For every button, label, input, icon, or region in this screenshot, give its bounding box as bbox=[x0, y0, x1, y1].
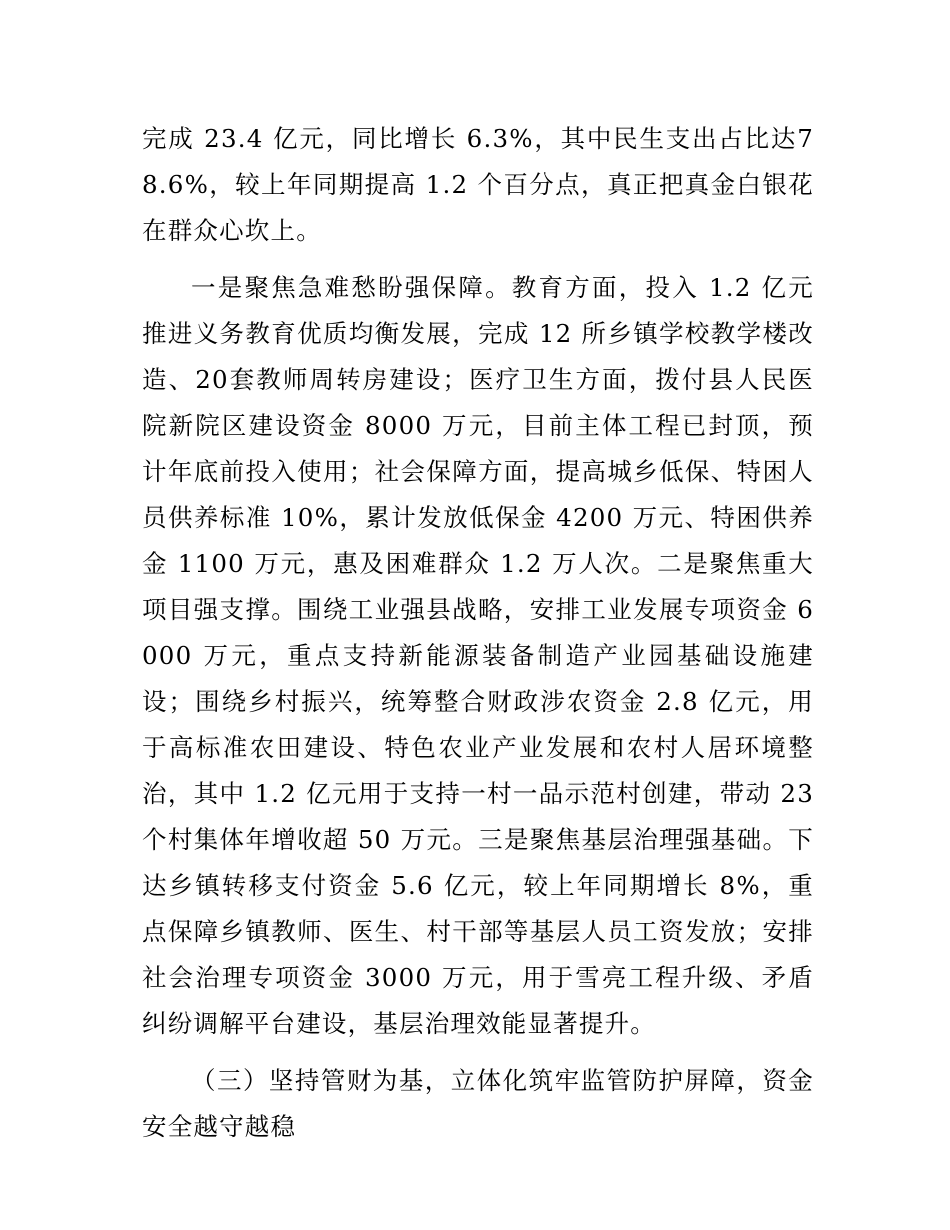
paragraph-key-measures: 一是聚焦急难愁盼强保障。教育方面，投入 1.2 亿元推进义务教育优质均衡发展，完成 12 所乡镇学校教学楼改造、20套教师周转房建设；医疗卫生方面，拨付县人民医院新院区建设资金 8000 万元，目前主体工程已封顶，预计年底前投入使用；社会保障方面，提高城乡低保、特困人员供养标准 10%，累计发放低保金 4200 万元、特困供养金 1100 万元，惠及困难群众 1.2 万人次。二是聚焦重大项目强支撑。围绕工业强县战略，安排工业发展专项资金 6000 万元，重点支持新能源装备制造产业园基础设施建设；围绕乡村振兴，统筹整合财政涉农资金 2.8 亿元，用于高标准农田建设、特色农业产业发展和农村人居环境整治，其中 1.2 亿元用于支持一村一品示范村创建，带动 23 个村集体年增收超 50 万元。三是聚焦基层治理强基础。下达乡镇转移支付资金 5.6 亿元，较上年同期增长 8%，重点保障乡镇教师、医生、村干部等基层人员工资发放；安排社会治理专项资金 3000 万元，用于雪亮工程升级、矛盾纠纷调解平台建设，基层治理效能显著提升。 bbox=[142, 273, 814, 1038]
section-heading: （三）坚持管财为基，立体化筑牢监管防护屏障，资金安全越守越稳 bbox=[142, 1066, 814, 1141]
paragraph-continuation: 完成 23.4 亿元，同比增长 6.3%，其中民生支出占比达78.6%，较上年同期提高 1.2 个百分点，真正把真金白银花在群众心坎上。 bbox=[142, 124, 814, 245]
document-body bbox=[142, 116, 814, 1150]
